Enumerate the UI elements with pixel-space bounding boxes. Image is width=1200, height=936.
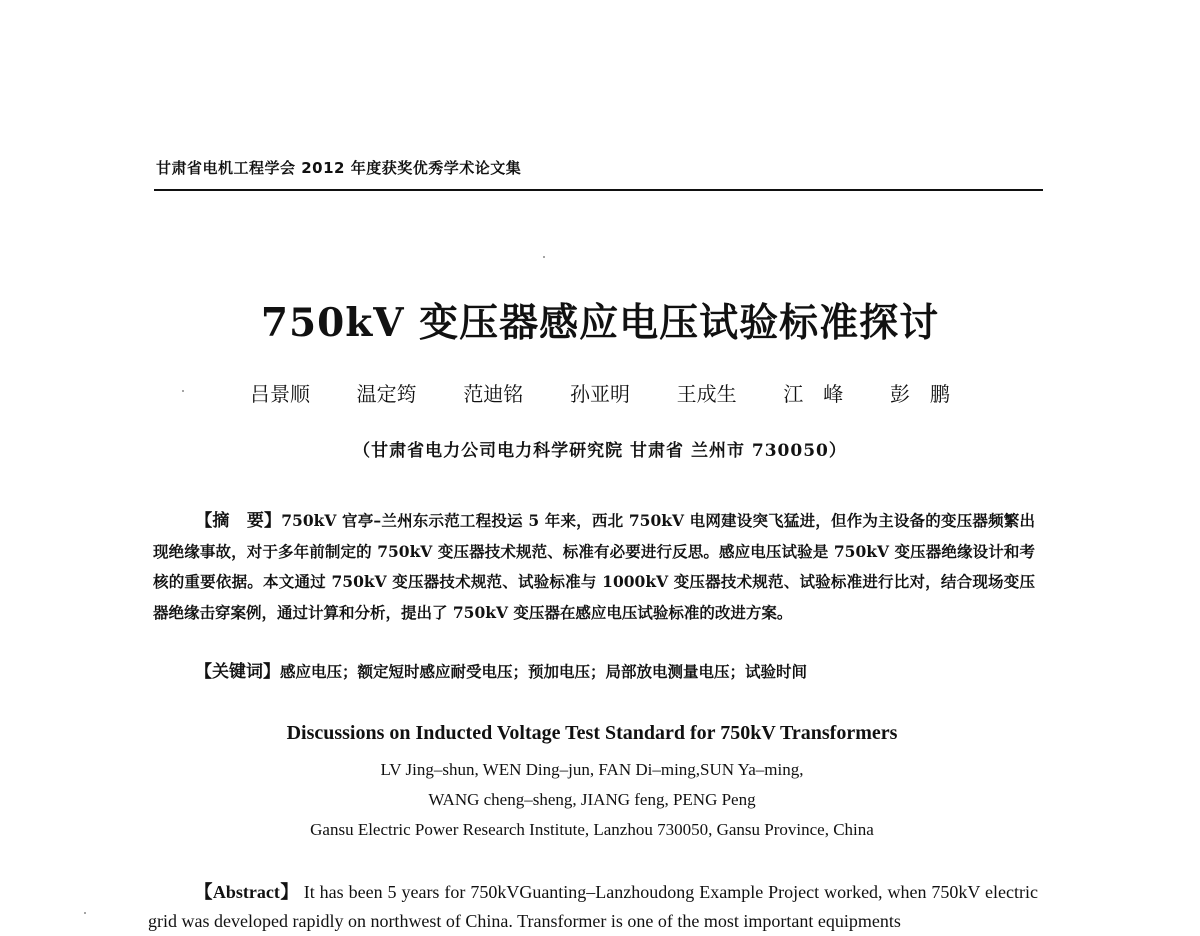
abstract-cn-text: 750kV 官亭–兰州东示范工程投运 5 年来，西北 750kV 电网建设突飞猛进，但作为主设备的变压器频繁出现绝缘事故，对于多年前制定的 750kV 变压器技术规范、标准有必要进行反思。感应电压试验是 750kV 变压器绝缘设计和考核的重要依据。本文通过 750kV 变压器技术规范、试验标准与 1000kV 变压器技术规范、试验标准进行比对，结合现场变压器绝缘击穿案例，通过计算和分析，提出了 750kV 变压器在感应电压试验标准的改进方案。	[153, 511, 1036, 622]
scan-speck	[543, 256, 545, 258]
author-name: 吕景顺	[250, 382, 310, 406]
abstract-en-label: 【Abstract】	[194, 882, 299, 902]
author-name: 孙亚明	[569, 382, 630, 406]
paper-title: 750kV 变压器感应电压试验标准探讨	[260, 300, 940, 346]
abstract-en-text: It has been 5 years for 750kVGuanting–Lanzhoudong Example Project worked, when 750kV electric grid was developed rapidly on northwest of China. Transformer is one of the most important equipments	[148, 882, 1039, 931]
keywords-cn-text: 感应电压；额定短时感应耐受电压；预加电压；局部放电测量电压；试验时间	[280, 662, 808, 681]
english-affiliation: Gansu Electric Power Research Institute, Lanzhou 730050, Gansu Province, China	[310, 820, 874, 839]
english-authors-line: WANG cheng–sheng, JIANG feng, PENG Peng	[428, 790, 756, 809]
running-header: 甘肃省电机工程学会 2012 年度获奖优秀学术论文集	[156, 159, 522, 177]
header-rule	[154, 189, 1043, 191]
abstract-en	[148, 878, 1038, 936]
scan-speck	[182, 390, 184, 392]
author-name: 彭 鹏	[889, 382, 950, 406]
author-name: 王成生	[676, 382, 737, 406]
keywords-cn-label: 【关键词】	[195, 662, 280, 682]
author-list	[250, 378, 950, 407]
english-authors-line: LV Jing–shun, WEN Ding–jun, FAN Di–ming,SUN Ya–ming,	[380, 760, 804, 779]
author-name: 江 峰	[783, 382, 844, 406]
abstract-cn-label: 【摘 要】	[195, 511, 282, 531]
keywords-cn	[195, 657, 1035, 682]
english-title: Discussions on Inducted Voltage Test Standard for 750kV Transformers	[286, 722, 898, 744]
author-name: 温定筠	[356, 382, 417, 406]
affiliation: （甘肃省电力公司电力科学研究院 甘肃省 兰州市 730050）	[353, 441, 847, 461]
abstract-cn	[153, 506, 1035, 628]
author-name: 范迪铭	[463, 382, 524, 406]
scan-speck	[84, 912, 86, 914]
